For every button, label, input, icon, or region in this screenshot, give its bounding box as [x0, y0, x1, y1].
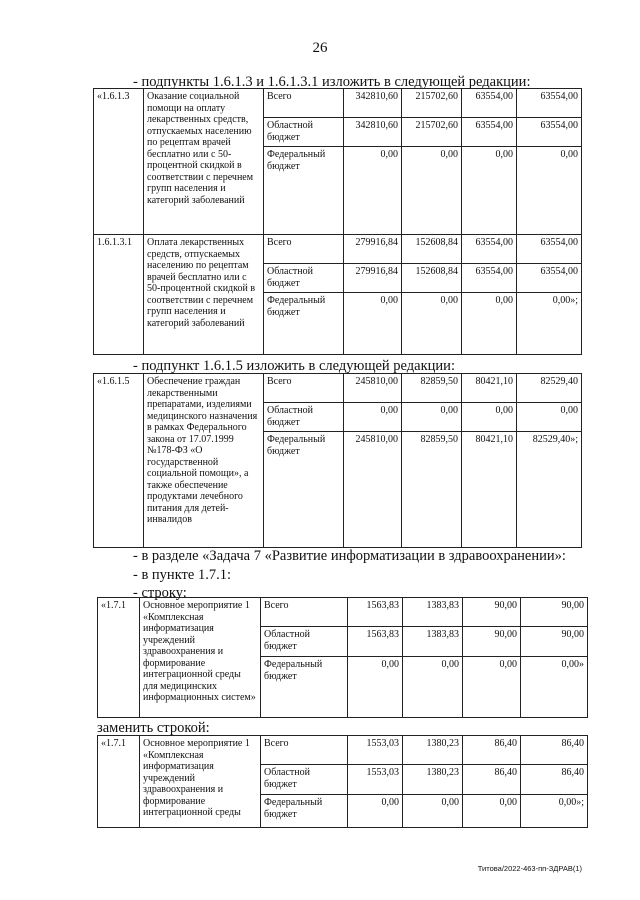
value-cell: 0,00	[463, 657, 521, 718]
value-cell: 82859,50	[402, 432, 462, 548]
value-cell: 245810,00	[344, 432, 402, 548]
row-code: 1.6.1.3.1	[94, 235, 144, 355]
value-cell: 215702,60	[402, 89, 462, 118]
value-cell: 0,00	[402, 293, 462, 355]
line-label: Областной бюджет	[264, 118, 344, 147]
value-cell: 82859,50	[402, 374, 462, 403]
value-cell: 63554,00	[517, 235, 582, 264]
value-cell: 86,40	[521, 765, 588, 795]
value-cell: 1383,83	[403, 627, 463, 657]
row-name: Оказание социальной помощи на оплату лекарственных средств, отпускаемых населению по рецептам врачей бесплатно или с 50-процентной скидкой в соответствии с перечнем групп населения и категорий заболеваний	[144, 89, 264, 235]
value-cell: 152608,84	[402, 235, 462, 264]
row-code: «1.6.1.5	[94, 374, 144, 548]
value-cell: 63554,00	[517, 264, 582, 293]
row-code: «1.7.1	[98, 736, 140, 828]
line-label: Всего	[264, 89, 344, 118]
value-cell: 90,00	[521, 598, 588, 627]
value-cell: 0,00	[344, 293, 402, 355]
line-label: Федеральный бюджет	[264, 293, 344, 355]
value-cell: 0,00	[517, 403, 582, 432]
footer-doc-code: Титова/2022-463-пп-ЗДРАВ(1)	[477, 864, 582, 873]
value-cell: 0,00»;	[521, 795, 588, 828]
value-cell: 0,00»;	[517, 293, 582, 355]
value-cell: 1553,03	[348, 736, 403, 765]
value-cell: 0,00	[462, 147, 517, 235]
value-cell: 0,00	[344, 147, 402, 235]
table-4	[97, 735, 588, 828]
line-label: Всего	[264, 374, 344, 403]
heading-5: - строку:	[133, 585, 187, 601]
heading-6: заменить строкой:	[97, 720, 210, 736]
value-cell: 63554,00	[462, 89, 517, 118]
line-label: Областной бюджет	[261, 765, 348, 795]
value-cell: 86,40	[463, 736, 521, 765]
value-cell: 1383,83	[403, 598, 463, 627]
page-number: 26	[312, 40, 328, 56]
value-cell: 1380,23	[403, 736, 463, 765]
line-label: Федеральный бюджет	[261, 657, 348, 718]
line-label: Областной бюджет	[261, 627, 348, 657]
value-cell: 0,00	[403, 795, 463, 828]
value-cell: 279916,84	[344, 235, 402, 264]
value-cell: 0,00	[402, 403, 462, 432]
value-cell: 0,00	[462, 293, 517, 355]
value-cell: 152608,84	[402, 264, 462, 293]
value-cell: 63554,00	[462, 235, 517, 264]
row-name: Обеспечение граждан лекарственными препаратами, изделиями медицинского назначения в рамках Федерального закона от 17.07.1999 №178-ФЗ «О государственной социальной помощи», а также обеспечение продуктами лечебного питания для детей-инвалидов	[144, 374, 264, 548]
value-cell: 1563,83	[348, 627, 403, 657]
row-name: Оплата лекарственных средств, отпускаемых населению по рецептам врачей бесплатно или с 50-процентной скидкой в соответствии с перечнем групп населения и категорий заболеваний	[144, 235, 264, 355]
row-name: Основное мероприятие 1 «Комплексная информатизация учреждений здравоохранения и формирование интеграционной среды	[140, 736, 261, 828]
row-code: «1.6.1.3	[94, 89, 144, 235]
value-cell: 0,00	[517, 147, 582, 235]
value-cell: 63554,00	[462, 118, 517, 147]
heading-1: - подпункты 1.6.1.3 и 1.6.1.3.1 изложить в следующей редакции:	[133, 74, 531, 90]
value-cell: 0,00	[344, 403, 402, 432]
value-cell: 63554,00	[517, 118, 582, 147]
value-cell: 342810,60	[344, 118, 402, 147]
heading-2: - подпункт 1.6.1.5 изложить в следующей редакции:	[133, 358, 455, 374]
table-2	[93, 373, 582, 548]
value-cell: 1563,83	[348, 598, 403, 627]
value-cell: 279916,84	[344, 264, 402, 293]
value-cell: 90,00	[521, 627, 588, 657]
line-label: Федеральный бюджет	[264, 432, 344, 548]
value-cell: 63554,00	[462, 264, 517, 293]
value-cell: 0,00	[402, 147, 462, 235]
heading-4: - в пункте 1.7.1:	[133, 567, 231, 583]
value-cell: 82529,40»;	[517, 432, 582, 548]
value-cell: 0,00	[348, 657, 403, 718]
value-cell: 1380,23	[403, 765, 463, 795]
value-cell: 342810,60	[344, 89, 402, 118]
line-label: Всего	[261, 598, 348, 627]
heading-3: - в разделе «Задача 7 «Развитие информатизации в здравоохранении»:	[133, 548, 566, 564]
row-name: Основное мероприятие 1 «Комплексная информатизация учреждений здравоохранения и формирование интеграционной среды для медицинских информационных систем»	[140, 598, 261, 718]
line-label: Федеральный бюджет	[264, 147, 344, 235]
line-label: Областной бюджет	[264, 264, 344, 293]
value-cell: 0,00	[463, 795, 521, 828]
value-cell: 86,40	[463, 765, 521, 795]
table-3	[97, 597, 588, 718]
line-label: Областной бюджет	[264, 403, 344, 432]
table-1	[93, 88, 582, 355]
value-cell: 90,00	[463, 627, 521, 657]
value-cell: 0,00	[462, 403, 517, 432]
value-cell: 63554,00	[517, 89, 582, 118]
line-label: Всего	[261, 736, 348, 765]
line-label: Федеральный бюджет	[261, 795, 348, 828]
row-code: «1.7.1	[98, 598, 140, 718]
value-cell: 82529,40	[517, 374, 582, 403]
value-cell: 1553,03	[348, 765, 403, 795]
value-cell: 0,00»	[521, 657, 588, 718]
value-cell: 245810,00	[344, 374, 402, 403]
line-label: Всего	[264, 235, 344, 264]
value-cell: 215702,60	[402, 118, 462, 147]
value-cell: 80421,10	[462, 432, 517, 548]
value-cell: 90,00	[463, 598, 521, 627]
value-cell: 0,00	[403, 657, 463, 718]
value-cell: 80421,10	[462, 374, 517, 403]
value-cell: 0,00	[348, 795, 403, 828]
value-cell: 86,40	[521, 736, 588, 765]
